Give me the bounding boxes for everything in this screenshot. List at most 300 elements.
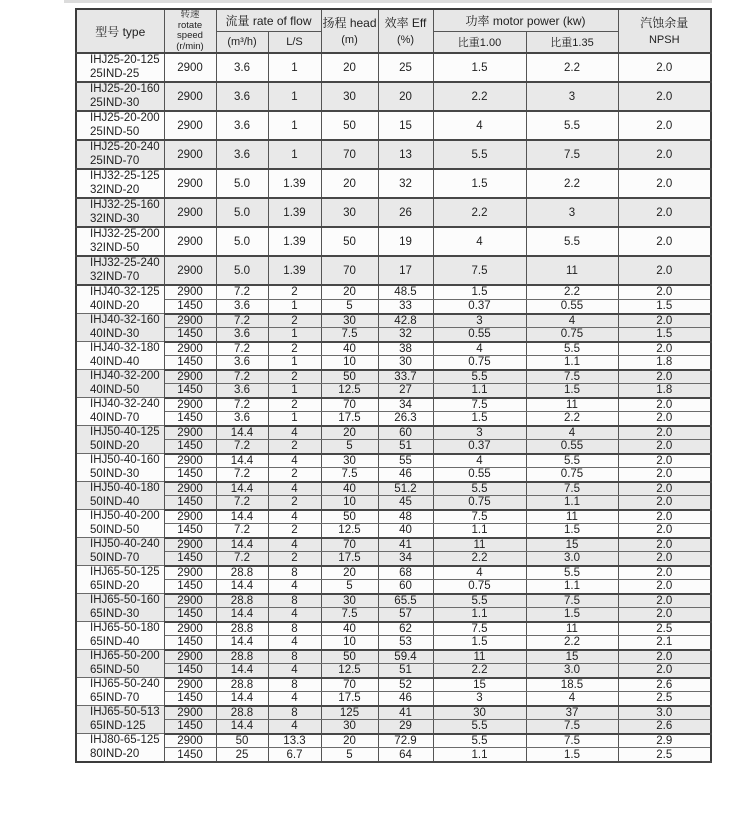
pump-alias: 25IND-30 [90,96,140,109]
spec-row [76,140,711,169]
spec-row [76,398,711,412]
spec-row [76,412,711,426]
power-sg135-value: 4 [526,426,618,440]
table-body [76,53,711,762]
spec-row [76,314,711,328]
flow-m3h-value: 7.2 [216,440,268,454]
flow-ls-value: 6.7 [268,748,321,762]
head-value: 70 [321,538,378,552]
eff-value: 72.9 [378,734,433,748]
power-sg135-value: 11 [526,256,618,285]
power-sg135-value: 2.2 [526,412,618,426]
power-sg100-value: 4 [433,566,526,580]
speed-value: 2900 [164,510,216,524]
pump-model: IHJ80-65-125 [90,734,160,746]
flow-ls-value: 1 [268,53,321,82]
eff-value: 30 [378,356,433,370]
head-value: 10 [321,636,378,650]
head-value: 20 [321,169,378,198]
eff-value: 68 [378,566,433,580]
flow-ls-value: 1 [268,82,321,111]
npsh-value: 2.0 [618,82,711,111]
power-sg135-value: 11 [526,510,618,524]
power-sg100-value: 1.1 [433,748,526,762]
speed-value: 2900 [164,706,216,720]
power-sg100-value: 0.55 [433,468,526,482]
pump-alias: 50IND-70 [90,551,140,564]
speed-value: 1450 [164,608,216,622]
flow-m3h-value: 28.8 [216,650,268,664]
npsh-value: 2.5 [618,692,711,706]
power-sg135-value: 0.55 [526,440,618,454]
eff-value: 55 [378,454,433,468]
spec-row [76,53,711,82]
speed-value: 2900 [164,53,216,82]
pump-model-cell [76,538,164,566]
npsh-value: 2.0 [618,426,711,440]
flow-ls-value: 4 [268,664,321,678]
flow-ls-value: 2 [268,370,321,384]
header-power-sg135: 比重1.35 [526,31,618,53]
flow-ls-value: 8 [268,622,321,636]
spec-row [76,440,711,454]
flow-ls-value: 8 [268,594,321,608]
speed-value: 2900 [164,454,216,468]
pump-alias: 50IND-50 [90,523,140,536]
pump-alias: 65IND-20 [90,579,140,592]
head-value: 20 [321,734,378,748]
pump-alias: 32IND-30 [90,212,140,225]
eff-value: 26.3 [378,412,433,426]
speed-value: 2900 [164,734,216,748]
flow-ls-value: 1 [268,140,321,169]
power-sg135-value: 3.0 [526,552,618,566]
npsh-value: 2.0 [618,552,711,566]
flow-ls-value: 4 [268,636,321,650]
eff-value: 41 [378,706,433,720]
spec-row [76,342,711,356]
flow-ls-value: 1 [268,356,321,370]
power-sg100-value: 4 [433,111,526,140]
eff-value: 64 [378,748,433,762]
npsh-value: 2.6 [618,720,711,734]
spec-row [76,426,711,440]
pump-alias: 50IND-30 [90,467,140,480]
eff-value: 13 [378,140,433,169]
spec-row [76,636,711,650]
power-sg135-value: 5.5 [526,454,618,468]
flow-m3h-value: 14.4 [216,608,268,622]
spec-row [76,692,711,706]
flow-ls-value: 4 [268,538,321,552]
flow-m3h-value: 7.2 [216,524,268,538]
power-sg100-value: 7.5 [433,256,526,285]
eff-value: 45 [378,496,433,510]
flow-m3h-value: 3.6 [216,82,268,111]
flow-m3h-value: 14.4 [216,692,268,706]
npsh-value: 2.0 [618,608,711,622]
spec-row [76,454,711,468]
spec-row [76,227,711,256]
head-value: 12.5 [321,384,378,398]
spec-row [76,748,711,762]
head-value: 40 [321,342,378,356]
eff-value: 29 [378,720,433,734]
npsh-value: 2.0 [618,398,711,412]
power-sg135-value: 15 [526,538,618,552]
head-value: 70 [321,678,378,692]
power-sg100-value: 5.5 [433,370,526,384]
eff-value: 19 [378,227,433,256]
speed-value: 2900 [164,82,216,111]
flow-m3h-value: 14.4 [216,664,268,678]
power-sg100-value: 0.37 [433,299,526,313]
head-value: 125 [321,706,378,720]
power-sg100-value: 1.5 [433,636,526,650]
flow-m3h-value: 3.6 [216,412,268,426]
pump-model-cell [76,650,164,678]
power-sg135-value: 1.5 [526,608,618,622]
flow-m3h-value: 7.2 [216,314,268,328]
header-power-sg100: 比重1.00 [433,31,526,53]
power-sg100-value: 11 [433,650,526,664]
head-value: 30 [321,198,378,227]
speed-value: 1450 [164,299,216,313]
speed-value: 2900 [164,482,216,496]
npsh-value: 2.0 [618,140,711,169]
flow-m3h-value: 3.6 [216,140,268,169]
pump-alias: 50IND-20 [90,439,140,452]
pump-model: IHJ32-25-125 [90,170,160,182]
spec-row [76,111,711,140]
power-sg135-value: 1.1 [526,496,618,510]
eff-value: 46 [378,692,433,706]
spec-row [76,566,711,580]
power-sg135-value: 7.5 [526,370,618,384]
pump-model-cell [76,169,164,198]
pump-model-cell [76,314,164,342]
head-value: 30 [321,82,378,111]
flow-ls-value: 1 [268,299,321,313]
flow-m3h-value: 14.4 [216,426,268,440]
spec-row [76,299,711,313]
power-sg100-value: 0.75 [433,496,526,510]
npsh-value: 2.0 [618,227,711,256]
eff-value: 62 [378,622,433,636]
npsh-value: 1.8 [618,384,711,398]
eff-value: 34 [378,398,433,412]
power-sg100-value: 4 [433,454,526,468]
head-value: 5 [321,748,378,762]
npsh-value: 2.0 [618,412,711,426]
flow-ls-value: 8 [268,566,321,580]
npsh-value: 2.0 [618,580,711,594]
speed-value: 1450 [164,524,216,538]
speed-value: 1450 [164,440,216,454]
spec-row [76,482,711,496]
head-value: 5 [321,580,378,594]
spec-row [76,552,711,566]
flow-m3h-value: 3.6 [216,111,268,140]
power-sg100-value: 4 [433,227,526,256]
header-head-unit: (m) [341,33,358,46]
flow-ls-value: 13.3 [268,734,321,748]
pump-model: IHJ32-25-240 [90,257,160,269]
head-value: 70 [321,256,378,285]
power-sg135-value: 4 [526,692,618,706]
flow-ls-value: 4 [268,426,321,440]
pump-model-cell [76,678,164,706]
flow-m3h-value: 50 [216,734,268,748]
speed-value: 2900 [164,198,216,227]
eff-value: 65.5 [378,594,433,608]
power-sg135-value: 11 [526,398,618,412]
flow-m3h-value: 14.4 [216,636,268,650]
speed-value: 2900 [164,314,216,328]
pump-model: IHJ25-20-125 [90,54,160,66]
eff-value: 33 [378,299,433,313]
flow-ls-value: 8 [268,650,321,664]
flow-ls-value: 1.39 [268,256,321,285]
npsh-value: 2.0 [618,314,711,328]
power-sg100-value: 2.2 [433,198,526,227]
power-sg135-value: 2.2 [526,285,618,299]
pump-alias: 65IND-70 [90,691,140,704]
pump-model: IHJ40-32-200 [90,370,160,382]
speed-value: 1450 [164,580,216,594]
pump-model-cell [76,622,164,650]
power-sg135-value: 0.55 [526,299,618,313]
spec-row [76,356,711,370]
header-rotate-speed-cn: 转速 [180,9,200,20]
eff-value: 41 [378,538,433,552]
speed-value: 2900 [164,398,216,412]
flow-ls-value: 4 [268,510,321,524]
npsh-value: 2.0 [618,482,711,496]
head-value: 12.5 [321,664,378,678]
pump-model: IHJ50-40-200 [90,510,160,522]
eff-value: 27 [378,384,433,398]
flow-m3h-value: 25 [216,748,268,762]
power-sg135-value: 7.5 [526,594,618,608]
header-flow-group: 流量 rate of flow [216,9,321,31]
pump-model: IHJ65-50-125 [90,566,160,578]
header-npsh-cn: 汽蚀余量 [640,15,689,30]
spec-row [76,384,711,398]
spec-row [76,538,711,552]
flow-ls-value: 8 [268,678,321,692]
power-sg135-value: 1.5 [526,524,618,538]
header-npsh-en: NPSH [648,33,680,46]
power-sg135-value: 1.5 [526,748,618,762]
pump-alias: 65IND-50 [90,663,140,676]
spec-row [76,720,711,734]
speed-value: 2900 [164,650,216,664]
spec-row [76,510,711,524]
head-value: 20 [321,285,378,299]
flow-m3h-value: 3.6 [216,384,268,398]
head-value: 70 [321,398,378,412]
pump-model-cell [76,454,164,482]
power-sg100-value: 1.1 [433,524,526,538]
flow-m3h-value: 7.2 [216,552,268,566]
speed-value: 2900 [164,342,216,356]
pump-model-cell [76,370,164,398]
flow-ls-value: 1 [268,384,321,398]
header-efficiency-label: 效率 Eff [384,15,427,30]
speed-value: 1450 [164,720,216,734]
power-sg135-value: 0.75 [526,328,618,342]
power-sg135-value: 3 [526,82,618,111]
head-value: 10 [321,356,378,370]
eff-value: 57 [378,608,433,622]
speed-value: 2900 [164,169,216,198]
power-sg100-value: 7.5 [433,510,526,524]
power-sg100-value: 5.5 [433,720,526,734]
flow-m3h-value: 7.2 [216,370,268,384]
head-value: 17.5 [321,412,378,426]
pump-model: IHJ50-40-125 [90,426,160,438]
flow-m3h-value: 14.4 [216,580,268,594]
flow-ls-value: 2 [268,342,321,356]
head-value: 50 [321,227,378,256]
flow-m3h-value: 7.2 [216,285,268,299]
flow-m3h-value: 14.4 [216,454,268,468]
eff-value: 60 [378,580,433,594]
power-sg100-value: 1.5 [433,169,526,198]
npsh-value: 2.0 [618,566,711,580]
header-power-group: 功率 motor power (kw) [433,9,618,31]
spec-row [76,328,711,342]
pump-alias: 50IND-40 [90,495,140,508]
flow-ls-value: 1.39 [268,169,321,198]
speed-value: 2900 [164,285,216,299]
eff-value: 32 [378,169,433,198]
head-value: 40 [321,622,378,636]
head-value: 30 [321,454,378,468]
npsh-value: 2.0 [618,198,711,227]
npsh-value: 2.0 [618,256,711,285]
npsh-value: 2.0 [618,594,711,608]
npsh-value: 2.0 [618,53,711,82]
header-head-label: 扬程 head [322,15,377,30]
pump-model-cell [76,594,164,622]
npsh-value: 2.0 [618,524,711,538]
pump-model: IHJ50-40-240 [90,538,160,550]
head-value: 5 [321,440,378,454]
pump-model-cell [76,426,164,454]
pump-model: IHJ32-25-160 [90,199,160,211]
power-sg135-value: 1.5 [526,384,618,398]
pump-model-cell [76,342,164,370]
page-edge-artifact [64,0,712,3]
power-sg100-value: 2.2 [433,82,526,111]
flow-m3h-value: 14.4 [216,482,268,496]
speed-value: 2900 [164,370,216,384]
power-sg100-value: 1.5 [433,412,526,426]
eff-value: 20 [378,82,433,111]
power-sg100-value: 5.5 [433,594,526,608]
pump-model: IHJ25-20-200 [90,112,160,124]
eff-value: 51 [378,440,433,454]
spec-row [76,370,711,384]
head-value: 30 [321,594,378,608]
power-sg135-value: 11 [526,622,618,636]
pump-model-cell [76,566,164,594]
flow-m3h-value: 3.6 [216,299,268,313]
head-value: 7.5 [321,608,378,622]
spec-row [76,169,711,198]
header-head [321,9,378,53]
head-value: 7.5 [321,328,378,342]
flow-m3h-value: 7.2 [216,468,268,482]
header-rotate-speed-unit: (r/min) [176,40,204,52]
head-value: 7.5 [321,468,378,482]
eff-value: 59.4 [378,650,433,664]
power-sg100-value: 1.5 [433,53,526,82]
eff-value: 34 [378,552,433,566]
npsh-value: 2.0 [618,538,711,552]
flow-ls-value: 1.39 [268,198,321,227]
flow-ls-value: 2 [268,496,321,510]
pump-model-cell [76,256,164,285]
pump-model: IHJ65-50-200 [90,650,160,662]
header-rotate-speed [164,9,216,53]
pump-spec-table [75,8,712,763]
head-value: 30 [321,314,378,328]
eff-value: 26 [378,198,433,227]
head-value: 12.5 [321,524,378,538]
eff-value: 25 [378,53,433,82]
npsh-value: 1.5 [618,328,711,342]
header-rotate-speed-en: rotate speed [177,19,203,41]
power-sg100-value: 0.55 [433,328,526,342]
power-sg100-value: 1.1 [433,608,526,622]
head-value: 17.5 [321,692,378,706]
npsh-value: 2.9 [618,734,711,748]
head-value: 5 [321,299,378,313]
header-flow-ls: L/S [268,31,321,53]
flow-m3h-value: 14.4 [216,720,268,734]
pump-alias: 25IND-50 [90,125,140,138]
npsh-value: 2.0 [618,468,711,482]
flow-m3h-value: 7.2 [216,398,268,412]
pump-model-cell [76,140,164,169]
power-sg100-value: 3 [433,692,526,706]
pump-model: IHJ50-40-160 [90,454,160,466]
pump-alias: 65IND-30 [90,607,140,620]
pump-alias: 80IND-20 [90,747,140,760]
npsh-value: 2.0 [618,285,711,299]
flow-ls-value: 1 [268,328,321,342]
spec-row [76,256,711,285]
pump-model: IHJ65-50-513 [90,706,160,718]
pump-model-cell [76,510,164,538]
speed-value: 1450 [164,636,216,650]
speed-value: 1450 [164,748,216,762]
flow-ls-value: 2 [268,440,321,454]
pump-model-cell [76,734,164,763]
pump-model: IHJ40-32-160 [90,314,160,326]
power-sg100-value: 15 [433,678,526,692]
npsh-value: 2.1 [618,636,711,650]
power-sg100-value: 3 [433,314,526,328]
pump-model: IHJ65-50-240 [90,678,160,690]
speed-value: 1450 [164,552,216,566]
npsh-value: 2.0 [618,111,711,140]
flow-ls-value: 4 [268,692,321,706]
table-header [76,9,711,53]
